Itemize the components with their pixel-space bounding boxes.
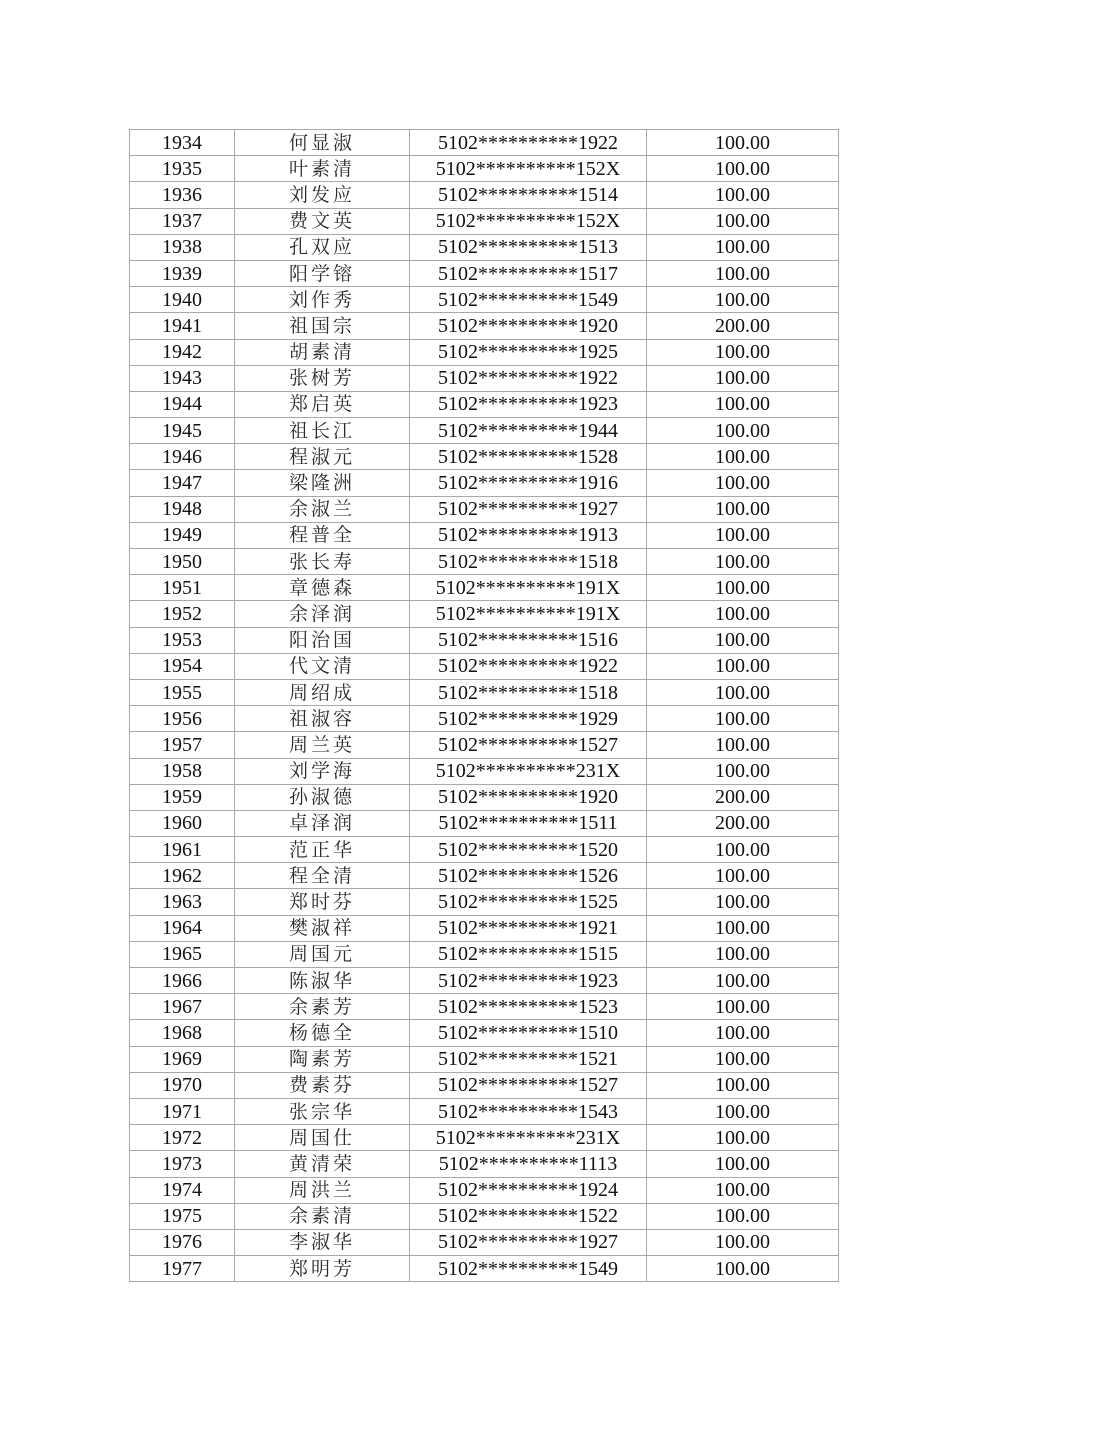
amount-cell: 100.00 [647, 1046, 839, 1072]
amount-cell: 100.00 [647, 260, 839, 286]
table-row [130, 889, 839, 915]
table-row [130, 260, 839, 286]
amount-cell: 200.00 [647, 784, 839, 810]
table-row [130, 784, 839, 810]
row-number-cell: 1955 [130, 679, 235, 705]
amount-cell: 100.00 [647, 1098, 839, 1124]
table-body [130, 130, 839, 1282]
name-cell: 程普全 [235, 522, 410, 548]
amount-cell: 100.00 [647, 1229, 839, 1255]
name-cell: 阳治国 [235, 627, 410, 653]
row-number-cell: 1972 [130, 1125, 235, 1151]
id-number-cell: 5102**********1549 [410, 287, 647, 313]
table-row [130, 339, 839, 365]
amount-cell: 100.00 [647, 365, 839, 391]
table-row [130, 968, 839, 994]
amount-cell: 100.00 [647, 915, 839, 941]
row-number-cell: 1971 [130, 1098, 235, 1124]
row-number-cell: 1947 [130, 470, 235, 496]
name-cell: 费素芬 [235, 1072, 410, 1098]
amount-cell: 100.00 [647, 208, 839, 234]
table-row [130, 156, 839, 182]
id-number-cell: 5102**********231X [410, 1125, 647, 1151]
table-row [130, 1125, 839, 1151]
row-number-cell: 1961 [130, 837, 235, 863]
id-number-cell: 5102**********191X [410, 601, 647, 627]
row-number-cell: 1934 [130, 130, 235, 156]
amount-cell: 100.00 [647, 287, 839, 313]
table-row [130, 1203, 839, 1229]
id-number-cell: 5102**********1923 [410, 968, 647, 994]
row-number-cell: 1958 [130, 758, 235, 784]
row-number-cell: 1967 [130, 994, 235, 1020]
amount-cell: 100.00 [647, 444, 839, 470]
table-row [130, 1256, 839, 1282]
name-cell: 黄清荣 [235, 1151, 410, 1177]
id-number-cell: 5102**********1518 [410, 549, 647, 575]
table-row [130, 941, 839, 967]
id-number-cell: 5102**********1916 [410, 470, 647, 496]
name-cell: 张宗华 [235, 1098, 410, 1124]
row-number-cell: 1964 [130, 915, 235, 941]
amount-cell: 100.00 [647, 627, 839, 653]
id-number-cell: 5102**********1944 [410, 418, 647, 444]
row-number-cell: 1969 [130, 1046, 235, 1072]
table-row [130, 1151, 839, 1177]
row-number-cell: 1935 [130, 156, 235, 182]
row-number-cell: 1936 [130, 182, 235, 208]
name-cell: 章德森 [235, 575, 410, 601]
name-cell: 周国元 [235, 941, 410, 967]
amount-cell: 100.00 [647, 1151, 839, 1177]
table-row [130, 1177, 839, 1203]
id-number-cell: 5102**********1922 [410, 365, 647, 391]
row-number-cell: 1975 [130, 1203, 235, 1229]
name-cell: 张树芳 [235, 365, 410, 391]
table-row [130, 208, 839, 234]
name-cell: 郑时芬 [235, 889, 410, 915]
row-number-cell: 1946 [130, 444, 235, 470]
amount-cell: 100.00 [647, 1256, 839, 1282]
name-cell: 范正华 [235, 837, 410, 863]
amount-cell: 100.00 [647, 1203, 839, 1229]
amount-cell: 200.00 [647, 810, 839, 836]
row-number-cell: 1962 [130, 863, 235, 889]
table-row [130, 287, 839, 313]
amount-cell: 100.00 [647, 706, 839, 732]
name-cell: 叶素清 [235, 156, 410, 182]
table-row [130, 130, 839, 156]
amount-cell: 100.00 [647, 837, 839, 863]
name-cell: 周兰英 [235, 732, 410, 758]
id-number-cell: 5102**********1929 [410, 706, 647, 732]
id-number-cell: 5102**********1927 [410, 1229, 647, 1255]
name-cell: 代文清 [235, 653, 410, 679]
id-number-cell: 5102**********1922 [410, 653, 647, 679]
row-number-cell: 1959 [130, 784, 235, 810]
table-row [130, 496, 839, 522]
row-number-cell: 1970 [130, 1072, 235, 1098]
row-number-cell: 1957 [130, 732, 235, 758]
amount-cell: 100.00 [647, 130, 839, 156]
table-row [130, 391, 839, 417]
amount-cell: 100.00 [647, 1072, 839, 1098]
table-row [130, 706, 839, 732]
table-row [130, 863, 839, 889]
amount-cell: 100.00 [647, 732, 839, 758]
row-number-cell: 1944 [130, 391, 235, 417]
table-row [130, 601, 839, 627]
id-number-cell: 5102**********1922 [410, 130, 647, 156]
row-number-cell: 1940 [130, 287, 235, 313]
table-row [130, 470, 839, 496]
id-number-cell: 5102**********1515 [410, 941, 647, 967]
id-number-cell: 5102**********1549 [410, 1256, 647, 1282]
name-cell: 余泽润 [235, 601, 410, 627]
id-number-cell: 5102**********1528 [410, 444, 647, 470]
id-number-cell: 5102**********152X [410, 208, 647, 234]
table-row [130, 732, 839, 758]
name-cell: 孙淑德 [235, 784, 410, 810]
name-cell: 周洪兰 [235, 1177, 410, 1203]
id-number-cell: 5102**********1518 [410, 679, 647, 705]
table-row [130, 182, 839, 208]
id-number-cell: 5102**********231X [410, 758, 647, 784]
table-row [130, 575, 839, 601]
row-number-cell: 1949 [130, 522, 235, 548]
row-number-cell: 1943 [130, 365, 235, 391]
table-row [130, 522, 839, 548]
table-row [130, 234, 839, 260]
id-number-cell: 5102**********1514 [410, 182, 647, 208]
id-number-cell: 5102**********1920 [410, 313, 647, 339]
name-cell: 余素清 [235, 1203, 410, 1229]
name-cell: 何显淑 [235, 130, 410, 156]
id-number-cell: 5102**********1510 [410, 1020, 647, 1046]
row-number-cell: 1945 [130, 418, 235, 444]
name-cell: 祖淑容 [235, 706, 410, 732]
row-number-cell: 1956 [130, 706, 235, 732]
row-number-cell: 1948 [130, 496, 235, 522]
name-cell: 阳学镕 [235, 260, 410, 286]
id-number-cell: 5102**********1520 [410, 837, 647, 863]
name-cell: 陶素芳 [235, 1046, 410, 1072]
table-row [130, 1046, 839, 1072]
id-number-cell: 5102**********1525 [410, 889, 647, 915]
table-row [130, 758, 839, 784]
id-number-cell: 5102**********1925 [410, 339, 647, 365]
name-cell: 刘发应 [235, 182, 410, 208]
recipient-table [129, 129, 839, 1282]
amount-cell: 100.00 [647, 1125, 839, 1151]
table-row [130, 653, 839, 679]
id-number-cell: 5102**********152X [410, 156, 647, 182]
amount-cell: 100.00 [647, 994, 839, 1020]
name-cell: 李淑华 [235, 1229, 410, 1255]
amount-cell: 100.00 [647, 182, 839, 208]
amount-cell: 100.00 [647, 1177, 839, 1203]
table-row [130, 915, 839, 941]
id-number-cell: 5102**********1913 [410, 522, 647, 548]
table-row [130, 1229, 839, 1255]
name-cell: 杨德全 [235, 1020, 410, 1046]
amount-cell: 100.00 [647, 941, 839, 967]
table-row [130, 1072, 839, 1098]
row-number-cell: 1974 [130, 1177, 235, 1203]
name-cell: 祖长江 [235, 418, 410, 444]
id-number-cell: 5102**********1924 [410, 1177, 647, 1203]
table-row [130, 313, 839, 339]
row-number-cell: 1952 [130, 601, 235, 627]
amount-cell: 200.00 [647, 313, 839, 339]
id-number-cell: 5102**********1527 [410, 732, 647, 758]
row-number-cell: 1954 [130, 653, 235, 679]
row-number-cell: 1938 [130, 234, 235, 260]
table-row [130, 837, 839, 863]
amount-cell: 100.00 [647, 679, 839, 705]
name-cell: 周绍成 [235, 679, 410, 705]
row-number-cell: 1973 [130, 1151, 235, 1177]
name-cell: 孔双应 [235, 234, 410, 260]
name-cell: 程淑元 [235, 444, 410, 470]
amount-cell: 100.00 [647, 339, 839, 365]
id-number-cell: 5102**********1516 [410, 627, 647, 653]
id-number-cell: 5102**********1517 [410, 260, 647, 286]
table-row [130, 627, 839, 653]
amount-cell: 100.00 [647, 1020, 839, 1046]
id-number-cell: 5102**********191X [410, 575, 647, 601]
amount-cell: 100.00 [647, 496, 839, 522]
name-cell: 周国仕 [235, 1125, 410, 1151]
name-cell: 程全清 [235, 863, 410, 889]
amount-cell: 100.00 [647, 653, 839, 679]
name-cell: 余素芳 [235, 994, 410, 1020]
table-row [130, 679, 839, 705]
name-cell: 张长寿 [235, 549, 410, 575]
id-number-cell: 5102**********1523 [410, 994, 647, 1020]
amount-cell: 100.00 [647, 522, 839, 548]
id-number-cell: 5102**********1921 [410, 915, 647, 941]
amount-cell: 100.00 [647, 968, 839, 994]
amount-cell: 100.00 [647, 758, 839, 784]
row-number-cell: 1939 [130, 260, 235, 286]
name-cell: 祖国宗 [235, 313, 410, 339]
table-row [130, 365, 839, 391]
amount-cell: 100.00 [647, 470, 839, 496]
name-cell: 刘学海 [235, 758, 410, 784]
table-row [130, 418, 839, 444]
id-number-cell: 5102**********1513 [410, 234, 647, 260]
row-number-cell: 1941 [130, 313, 235, 339]
amount-cell: 100.00 [647, 549, 839, 575]
name-cell: 胡素清 [235, 339, 410, 365]
id-number-cell: 5102**********1543 [410, 1098, 647, 1124]
amount-cell: 100.00 [647, 601, 839, 627]
id-number-cell: 5102**********1522 [410, 1203, 647, 1229]
row-number-cell: 1968 [130, 1020, 235, 1046]
table-row [130, 810, 839, 836]
row-number-cell: 1977 [130, 1256, 235, 1282]
name-cell: 陈淑华 [235, 968, 410, 994]
row-number-cell: 1951 [130, 575, 235, 601]
amount-cell: 100.00 [647, 156, 839, 182]
row-number-cell: 1965 [130, 941, 235, 967]
amount-cell: 100.00 [647, 889, 839, 915]
row-number-cell: 1966 [130, 968, 235, 994]
row-number-cell: 1950 [130, 549, 235, 575]
table-row [130, 1020, 839, 1046]
table-row [130, 444, 839, 470]
amount-cell: 100.00 [647, 391, 839, 417]
row-number-cell: 1942 [130, 339, 235, 365]
row-number-cell: 1960 [130, 810, 235, 836]
amount-cell: 100.00 [647, 575, 839, 601]
name-cell: 樊淑祥 [235, 915, 410, 941]
id-number-cell: 5102**********1521 [410, 1046, 647, 1072]
row-number-cell: 1937 [130, 208, 235, 234]
row-number-cell: 1976 [130, 1229, 235, 1255]
id-number-cell: 5102**********1527 [410, 1072, 647, 1098]
name-cell: 梁隆洲 [235, 470, 410, 496]
amount-cell: 100.00 [647, 234, 839, 260]
name-cell: 卓泽润 [235, 810, 410, 836]
id-number-cell: 5102**********1923 [410, 391, 647, 417]
id-number-cell: 5102**********1920 [410, 784, 647, 810]
table-row [130, 1098, 839, 1124]
row-number-cell: 1963 [130, 889, 235, 915]
name-cell: 余淑兰 [235, 496, 410, 522]
table-row [130, 994, 839, 1020]
amount-cell: 100.00 [647, 863, 839, 889]
id-number-cell: 5102**********1927 [410, 496, 647, 522]
table-row [130, 549, 839, 575]
id-number-cell: 5102**********1526 [410, 863, 647, 889]
name-cell: 郑明芳 [235, 1256, 410, 1282]
name-cell: 费文英 [235, 208, 410, 234]
id-number-cell: 5102**********1113 [410, 1151, 647, 1177]
id-number-cell: 5102**********1511 [410, 810, 647, 836]
name-cell: 郑启英 [235, 391, 410, 417]
amount-cell: 100.00 [647, 418, 839, 444]
name-cell: 刘作秀 [235, 287, 410, 313]
row-number-cell: 1953 [130, 627, 235, 653]
